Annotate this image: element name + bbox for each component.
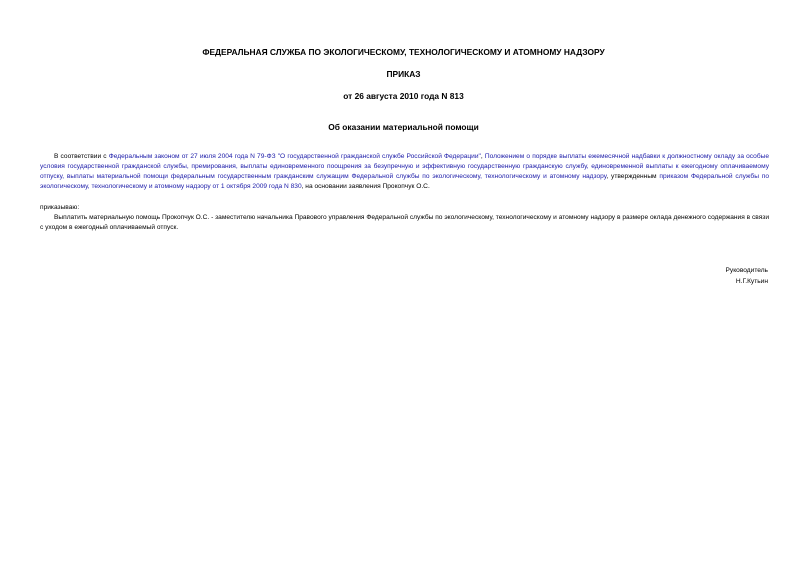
signature-name: Н.Г.Кутьин: [735, 278, 768, 285]
order-word: приказываю:: [40, 204, 80, 211]
agency-name: ФЕДЕРАЛЬНАЯ СЛУЖБА ПО ЭКОЛОГИЧЕСКОМУ, ТЕХНОЛОГИЧЕСКОМУ И АТОМНОМУ НАДЗОРУ: [202, 47, 605, 57]
document-title: Об оказании материальной помощи: [328, 122, 479, 132]
document-date-number: от 26 августа 2010 года N 813: [343, 91, 464, 101]
legal-basis-paragraph: [40, 152, 769, 192]
document-type: ПРИКАЗ: [386, 69, 421, 79]
basis-text-3: , утвержденным: [606, 173, 660, 180]
order-paragraph: Выплатить материальную помощь Прокопчук О.С. - заместителю начальника Правового управления Федеральной службы по экологическому, технологическому и атомному надзору в размере оклада денежного содержания в связи с уходом в ежегодный оплачиваемый отпуск.: [40, 214, 769, 231]
order-830-link[interactable]: приказом Федеральной службы по экологическому, технологическому и атомному надзору от 1 октября 2009 года N 830: [40, 173, 769, 190]
federal-law-link[interactable]: Федеральным законом от 27 июля 2004 года N 79-ФЗ "О государственной гражданской службе Российской Федерации": [108, 153, 481, 160]
regulation-link[interactable]: Положением о порядке выплаты ежемесячной надбавки к должностному окладу за особые условия государственной гражданской службы, премирования, выплаты единовременного поощрения за безупречную и эффективную государственную гражданскую службу, единовременной выплаты к ежегодному оплачиваемому отпуску, выплаты материальной помощи федеральным государственным гражданским служащим Федеральной службы по экологическому, технологическому и атомному надзору: [40, 153, 770, 180]
basis-text-2: ,: [480, 153, 485, 160]
signature-role: Руководитель: [725, 267, 768, 274]
basis-text-1: В соответствии с: [54, 153, 109, 160]
basis-text-4: , на основании заявления Прокопчук О.С.: [301, 183, 430, 190]
